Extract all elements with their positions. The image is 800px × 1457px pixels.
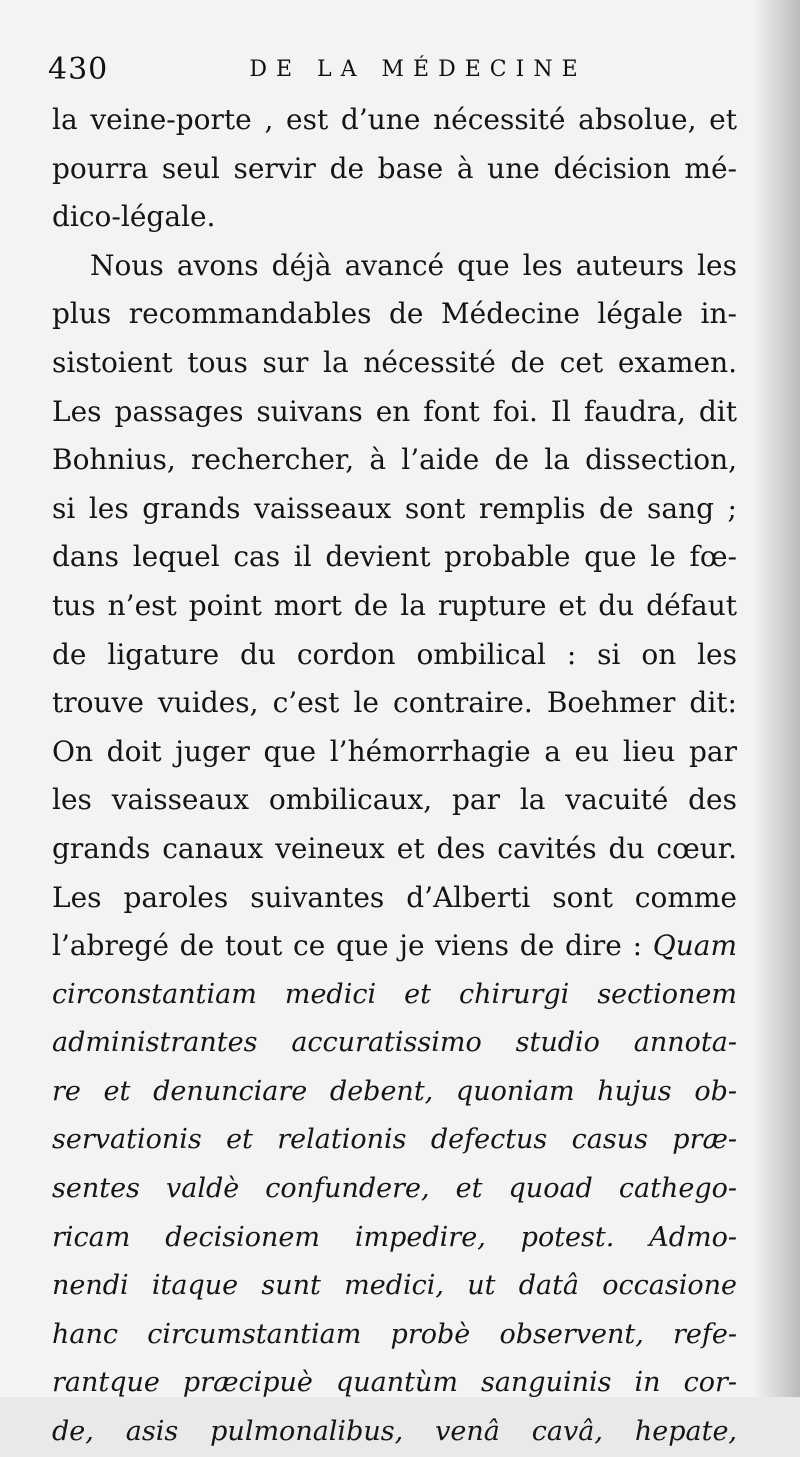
text-line: Les paroles suivantes d’Alberti sont comme [52, 880, 737, 914]
body-text [52, 96, 737, 1457]
italic-text-line: hanc circumstantiam probè observent, refe- [52, 1318, 737, 1350]
italic-text-line: sentes valdè confundere, et quoad cathego- [52, 1173, 737, 1205]
italic-text-line: de, asis pulmonalibus, venâ cavâ, hepate, [52, 1416, 737, 1448]
italic-text-line: nendi itaque sunt medici, ut datâ occasione [52, 1270, 737, 1302]
italic-text-line: administrantes accuratissimo studio annota- [52, 1027, 737, 1059]
text-line: les vaisseaux ombilicaux, par la vacuité des [52, 783, 737, 817]
paragraph-start-line: Nous avons déjà avancé que les auteurs les [90, 248, 737, 282]
text-line: dans lequel cas il devient probable que le fœ- [52, 540, 737, 574]
text-line: plus recommandables de Médecine légale in- [52, 297, 737, 331]
text-line: dico-légale. [52, 200, 216, 234]
page-header [48, 52, 748, 92]
page-number: 430 [48, 52, 109, 87]
text-line: grands canaux veineux et des cavités du cœur. [52, 831, 737, 865]
roman-text-segment: l’abregé de tout ce que je viens de dire : [52, 929, 653, 963]
text-line: On doit juger que l’hémorrhagie a eu lieu par [52, 734, 737, 768]
text-line: la veine-porte , est d’une nécessité absolue, et [52, 103, 737, 136]
page-edge-shadow [754, 0, 800, 1397]
italic-quote-start: Quam [652, 929, 737, 963]
text-line: trouve vuides, c’est le contraire. Boehmer dit: [52, 686, 737, 720]
running-title: DE LA MÉDECINE [249, 57, 587, 82]
text-line: Bohnius, rechercher, à l’aide de la dissection, [52, 443, 737, 477]
text-line: tus n’est point mort de la rupture et du défaut [52, 588, 737, 622]
text-line: si les grands vaisseaux sont remplis de sang ; [52, 491, 737, 525]
quote-start-line [52, 922, 737, 971]
italic-text-line: re et denunciare debent, quoniam hujus ob- [52, 1075, 737, 1107]
italic-text-line: servationis et relationis defectus casus præ- [52, 1124, 737, 1156]
italic-text-line: ricam decisionem impedire, potest. Admo- [52, 1221, 737, 1253]
italic-text-line: circonstantiam medici et chirurgi sectionem [52, 978, 737, 1010]
text-line: de ligature du cordon ombilical : si on les [52, 637, 737, 671]
text-line: Les passages suivans en font foi. Il faudra, dit [52, 394, 737, 428]
italic-text-line: rantque præcipuè quantùm sanguinis in cor- [52, 1367, 737, 1399]
text-line: sistoient tous sur la nécessité de cet examen. [52, 345, 737, 379]
text-line: pourra seul servir de base à une décision mé- [52, 151, 737, 185]
